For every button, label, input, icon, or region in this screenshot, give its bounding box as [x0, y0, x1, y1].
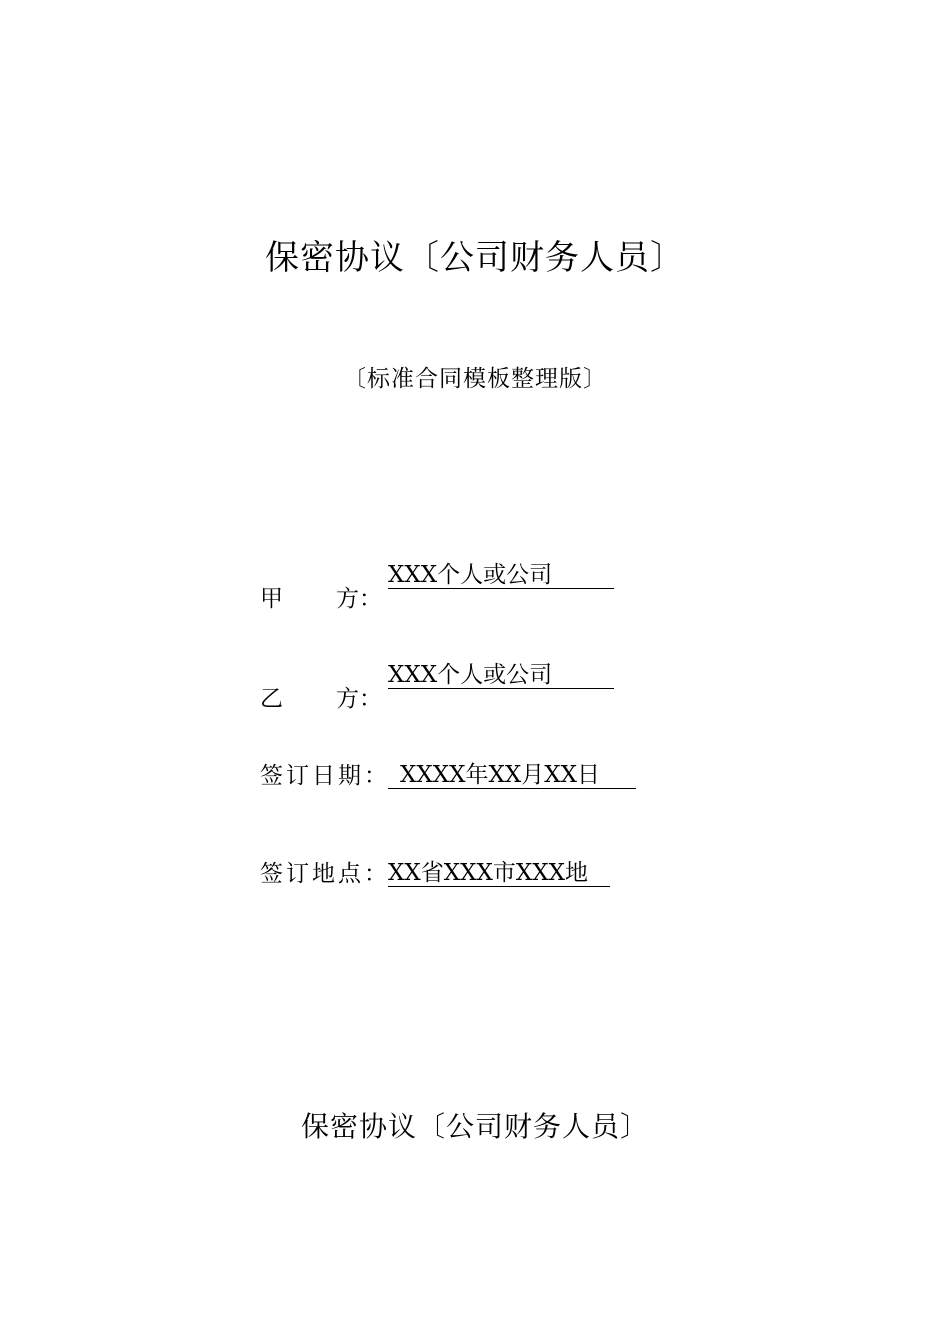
- party-a-label-char: 甲: [260, 586, 283, 612]
- party-b-field: [260, 660, 614, 712]
- signing-place-value: XX省XXX市XXX地: [388, 860, 610, 887]
- party-a-label-suffix: 方：: [336, 586, 382, 612]
- document-subtitle: 〔标准合同模板整理版〕: [343, 366, 607, 392]
- signing-place-label: 签订地点：: [260, 861, 390, 887]
- party-a-field: [260, 560, 614, 612]
- document-title: 保密协议〔公司财务人员〕: [265, 238, 685, 278]
- party-a-value: XXX个人或公司: [388, 562, 614, 589]
- party-b-label-suffix: 方：: [336, 686, 382, 712]
- signing-date-value: XXXX年XX月XX日: [388, 762, 636, 789]
- party-b-label-char: 乙: [260, 686, 283, 712]
- signing-date-label: 签订日期：: [260, 763, 390, 789]
- signing-place-field: [260, 858, 610, 890]
- second-title: 保密协议〔公司财务人员〕: [300, 1110, 649, 1143]
- signing-date-field: [260, 760, 636, 792]
- party-b-value: XXX个人或公司: [388, 662, 614, 689]
